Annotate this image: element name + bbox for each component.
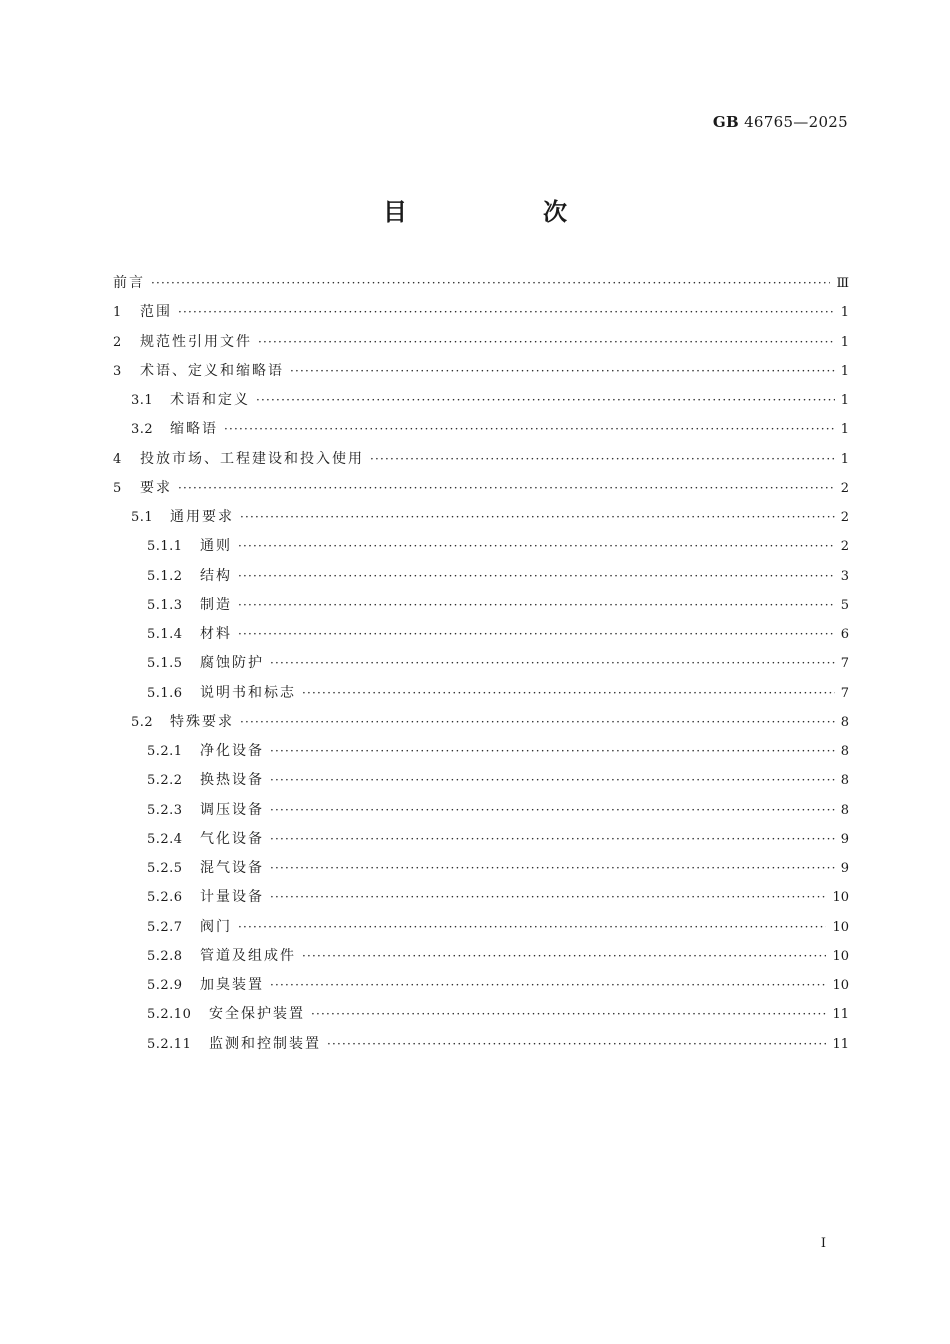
toc-leader-dots (238, 591, 835, 620)
toc-entry-page: 1 (840, 305, 849, 321)
toc-entry[interactable] (113, 649, 849, 678)
toc-leader-dots (240, 708, 835, 737)
toc-entry-page: 1 (840, 451, 849, 467)
toc-leader-dots (256, 386, 835, 415)
toc-entry-number: 5.1 (131, 510, 154, 526)
toc-entry-number: 1 (113, 305, 122, 321)
toc-entry-label: 阀门 (200, 918, 232, 935)
toc-entry[interactable] (113, 913, 849, 942)
toc-leader-dots (224, 415, 835, 444)
toc-leader-dots (302, 679, 835, 708)
toc-entry-number: 5.1.2 (147, 568, 183, 584)
toc-entry-number: 5.1.6 (147, 685, 183, 701)
toc-entry-label: 监测和控制装置 (209, 1035, 321, 1052)
toc-leader-dots (238, 620, 835, 649)
toc-entry-page: 5 (840, 597, 849, 613)
toc-entry[interactable] (113, 766, 849, 795)
toc-entry-page: 1 (840, 334, 849, 350)
toc-entry-label: 前言 (113, 275, 145, 292)
toc-entry-page: 1 (840, 363, 849, 379)
toc-entry-label: 要求 (140, 479, 172, 496)
toc-entry-page: 10 (832, 978, 849, 994)
toc-entry-label: 调压设备 (200, 801, 264, 818)
toc-entry[interactable] (113, 1030, 849, 1059)
toc-leader-dots (290, 357, 835, 386)
toc-entry-number: 5.2.7 (147, 919, 183, 935)
toc-entry-page: 10 (832, 948, 849, 964)
table-of-contents (113, 269, 849, 1059)
toc-entry-number: 5 (113, 480, 122, 496)
toc-entry-label: 气化设备 (200, 830, 264, 847)
toc-entry-page: Ⅲ (836, 276, 849, 292)
toc-leader-dots (327, 1030, 826, 1059)
toc-entry-label: 规范性引用文件 (140, 333, 252, 350)
toc-leader-dots (178, 298, 835, 327)
toc-entry[interactable] (113, 737, 849, 766)
toc-entry[interactable] (113, 386, 849, 415)
toc-entry-number: 4 (113, 451, 122, 467)
toc-entry[interactable] (113, 942, 849, 971)
toc-entry-label: 净化设备 (200, 743, 264, 760)
toc-entry-page: 10 (832, 919, 849, 935)
toc-entry[interactable] (113, 445, 849, 474)
toc-entry[interactable] (113, 620, 849, 649)
toc-leader-dots (270, 766, 835, 795)
toc-entry[interactable] (113, 971, 849, 1000)
toc-entry-label: 结构 (200, 567, 232, 584)
toc-entry-number: 3.1 (131, 393, 154, 409)
toc-entry-number: 5.2.11 (147, 1036, 192, 1052)
toc-leader-dots (302, 942, 826, 971)
toc-entry[interactable] (113, 415, 849, 444)
toc-leader-dots (258, 328, 835, 357)
toc-entry-page: 7 (840, 656, 849, 672)
toc-entry-page: 11 (832, 1036, 849, 1052)
toc-entry-label: 加臭装置 (200, 977, 264, 994)
toc-entry-label: 腐蚀防护 (200, 655, 264, 672)
toc-entry-page: 8 (840, 802, 849, 818)
toc-entry[interactable] (113, 796, 849, 825)
toc-entry-page: 6 (840, 627, 849, 643)
toc-entry-page: 2 (840, 510, 849, 526)
toc-entry-number: 5.2.2 (147, 773, 183, 789)
toc-entry-number: 5.2.5 (147, 861, 183, 877)
toc-entry-label: 换热设备 (200, 772, 264, 789)
toc-entry[interactable] (113, 298, 849, 327)
toc-entry[interactable] (113, 532, 849, 561)
standard-number (713, 113, 848, 131)
toc-entry-page: 9 (840, 831, 849, 847)
toc-entry-number: 5.2.9 (147, 978, 183, 994)
toc-entry[interactable] (113, 708, 849, 737)
toc-entry-label: 混气设备 (200, 860, 264, 877)
toc-leader-dots (270, 825, 835, 854)
toc-entry[interactable] (113, 474, 849, 503)
toc-entry[interactable] (113, 1000, 849, 1029)
toc-entry-page: 8 (840, 744, 849, 760)
toc-entry-number: 5.2 (131, 714, 154, 730)
toc-leader-dots (240, 503, 835, 532)
standard-code: 46765—2025 (744, 113, 848, 131)
toc-leader-dots (238, 532, 835, 561)
toc-entry[interactable] (113, 503, 849, 532)
toc-leader-dots (238, 913, 826, 942)
toc-entry[interactable] (113, 883, 849, 912)
toc-entry-label: 安全保护装置 (209, 1006, 305, 1023)
toc-leader-dots (270, 971, 826, 1000)
toc-entry[interactable] (113, 562, 849, 591)
toc-leader-dots (270, 854, 835, 883)
toc-entry-page: 8 (840, 773, 849, 789)
toc-entry-number: 2 (113, 334, 122, 350)
toc-entry-label: 制造 (200, 596, 232, 613)
toc-leader-dots (270, 883, 826, 912)
toc-entry-number: 5.1.3 (147, 597, 183, 613)
toc-entry-label: 通则 (200, 538, 232, 555)
standard-prefix: GB (712, 113, 740, 131)
footer-page-number: I (820, 1236, 826, 1251)
toc-entry[interactable] (113, 854, 849, 883)
toc-entry-number: 5.1.1 (147, 539, 183, 555)
toc-entry-number: 3 (113, 363, 122, 379)
toc-entry-number: 3.2 (131, 422, 154, 438)
toc-leader-dots (238, 562, 835, 591)
toc-entry-number: 5.1.4 (147, 627, 183, 643)
toc-entry-page: 11 (832, 1007, 849, 1023)
toc-entry[interactable] (113, 591, 849, 620)
toc-leader-dots (178, 474, 835, 503)
toc-entry[interactable] (113, 269, 849, 298)
toc-entry-label: 通用要求 (170, 509, 234, 526)
toc-entry-number: 5.1.5 (147, 656, 183, 672)
toc-entry-label: 范围 (140, 304, 172, 321)
toc-leader-dots (270, 649, 835, 678)
toc-leader-dots (151, 269, 830, 298)
toc-entry-number: 5.2.8 (147, 948, 183, 964)
toc-entry-page: 9 (840, 861, 849, 877)
toc-leader-dots (311, 1000, 826, 1029)
toc-entry[interactable] (113, 825, 849, 854)
toc-entry-page: 1 (840, 422, 849, 438)
toc-entry-number: 5.2.4 (147, 831, 183, 847)
toc-leader-dots (270, 796, 835, 825)
toc-entry-number: 5.2.3 (147, 802, 183, 818)
toc-entry-label: 投放市场、工程建设和投入使用 (140, 450, 364, 467)
toc-entry-number: 5.2.1 (147, 744, 183, 760)
toc-entry-label: 材料 (200, 626, 232, 643)
toc-leader-dots (270, 737, 835, 766)
toc-entry-label: 术语和定义 (170, 392, 250, 409)
toc-entry-number: 5.2.10 (147, 1007, 192, 1023)
toc-entry-label: 计量设备 (200, 889, 264, 906)
toc-entry-page: 8 (840, 714, 849, 730)
toc-entry-label: 术语、定义和缩略语 (140, 362, 284, 379)
toc-entry[interactable] (113, 357, 849, 386)
toc-entry-page: 2 (840, 480, 849, 496)
toc-entry-label: 特殊要求 (170, 713, 234, 730)
toc-entry-page: 3 (840, 568, 849, 584)
page-title: 目 次 (383, 198, 623, 226)
toc-leader-dots (370, 445, 835, 474)
toc-entry-page: 10 (832, 890, 849, 906)
toc-entry-page: 2 (840, 539, 849, 555)
toc-entry-label: 说明书和标志 (200, 684, 296, 701)
toc-entry-page: 7 (840, 685, 849, 701)
toc-entry-number: 5.2.6 (147, 890, 183, 906)
toc-entry-label: 缩略语 (170, 421, 218, 438)
toc-entry-label: 管道及组成件 (200, 947, 296, 964)
toc-entry[interactable] (113, 679, 849, 708)
toc-entry-page: 1 (840, 393, 849, 409)
toc-entry[interactable] (113, 328, 849, 357)
